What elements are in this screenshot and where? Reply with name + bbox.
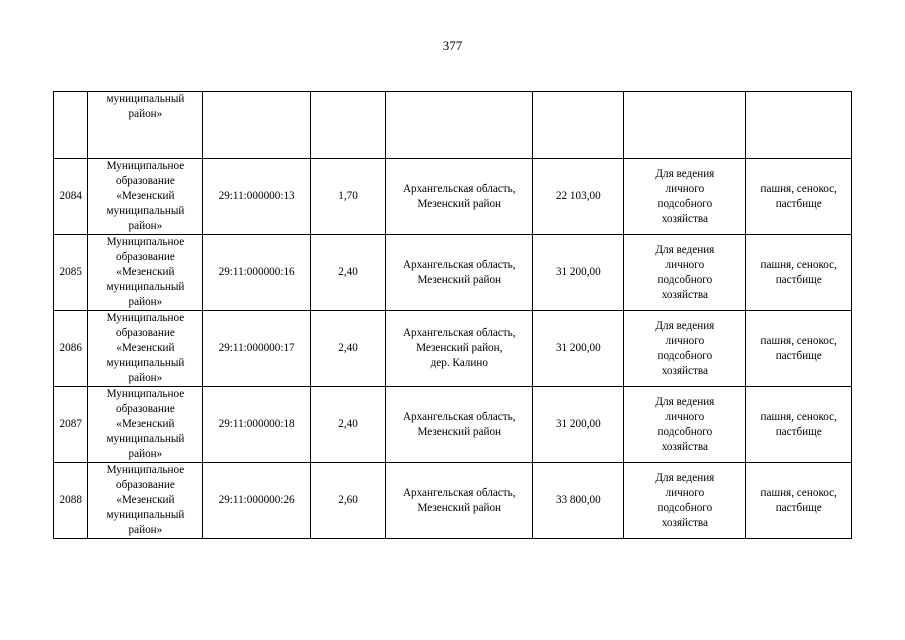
table-row <box>54 235 852 311</box>
table-row <box>54 387 852 463</box>
land-plots-table <box>53 91 852 539</box>
cell-area: 1,70 <box>310 159 385 235</box>
use-line: личного <box>665 182 705 195</box>
cell-value <box>533 92 624 159</box>
land-type-line: пастбище <box>775 197 822 210</box>
address-line: Мезенский район <box>417 197 502 210</box>
cell-area <box>310 92 385 159</box>
address-line: Мезенский район <box>417 273 502 286</box>
address-line: Архангельская область, <box>402 486 516 499</box>
cell-cadastral: 29:11:000000:18 <box>203 387 311 463</box>
use-line: Для ведения <box>655 395 715 408</box>
use-line: подсобного <box>657 425 713 438</box>
cell-number: 2087 <box>54 387 88 463</box>
cell-owner <box>88 311 203 387</box>
cell-cadastral: 29:11:000000:13 <box>203 159 311 235</box>
use-line: подсобного <box>657 273 713 286</box>
owner-line: образование <box>115 251 175 263</box>
owner-line: образование <box>115 403 175 415</box>
owner-line: район» <box>128 108 163 120</box>
land-type-line: пашня, сенокос, <box>760 410 837 423</box>
cell-number: 2085 <box>54 235 88 311</box>
cell-owner <box>88 463 203 539</box>
cell-land-type <box>746 235 852 311</box>
land-type-line: пашня, сенокос, <box>760 258 837 271</box>
use-line: хозяйства <box>661 440 708 453</box>
use-line: хозяйства <box>661 212 708 225</box>
land-type-line: пашня, сенокос, <box>760 334 837 347</box>
owner-line: «Мезенский <box>116 190 175 202</box>
cell-land-type <box>746 463 852 539</box>
use-line: подсобного <box>657 349 713 362</box>
owner-line: муниципальный <box>106 93 185 105</box>
use-line: Для ведения <box>655 167 715 180</box>
land-type-line: пашня, сенокос, <box>760 182 837 195</box>
use-line: подсобного <box>657 501 713 514</box>
cell-number: 2084 <box>54 159 88 235</box>
owner-line: муниципальный <box>106 281 185 293</box>
use-line: хозяйства <box>661 364 708 377</box>
cell-use <box>624 235 746 311</box>
owner-line: «Мезенский <box>116 266 175 278</box>
use-line: личного <box>665 334 705 347</box>
use-line: Для ведения <box>655 243 715 256</box>
cell-value: 31 200,00 <box>533 311 624 387</box>
cell-use <box>624 463 746 539</box>
owner-line: район» <box>128 296 163 308</box>
use-line: подсобного <box>657 197 713 210</box>
use-line: хозяйства <box>661 288 708 301</box>
use-line: Для ведения <box>655 319 715 332</box>
cell-use <box>624 92 746 159</box>
address-line: Архангельская область, <box>402 410 516 423</box>
land-type-line: пастбище <box>775 501 822 514</box>
address-line: Архангельская область, <box>402 258 516 271</box>
owner-line: «Мезенский <box>116 494 175 506</box>
cell-number <box>54 92 88 159</box>
cell-value: 31 200,00 <box>533 387 624 463</box>
owner-line: образование <box>115 479 175 491</box>
address-line: дер. Калино <box>430 357 488 369</box>
cell-owner <box>88 387 203 463</box>
cell-land-type <box>746 387 852 463</box>
address-line: Архангельская область, <box>402 327 516 339</box>
land-type-line: пастбище <box>775 425 822 438</box>
cell-area: 2,40 <box>310 311 385 387</box>
owner-line: район» <box>128 448 163 460</box>
cell-address <box>386 311 533 387</box>
page-number: 377 <box>442 38 463 53</box>
cell-cadastral: 29:11:000000:26 <box>203 463 311 539</box>
cell-cadastral <box>203 92 311 159</box>
cell-value: 22 103,00 <box>533 159 624 235</box>
cell-address <box>386 463 533 539</box>
cell-owner <box>88 235 203 311</box>
cell-address <box>386 235 533 311</box>
owner-line: «Мезенский <box>116 342 175 354</box>
table-row <box>54 311 852 387</box>
cell-land-type <box>746 311 852 387</box>
address-line: Мезенский район, <box>416 342 503 354</box>
cell-value: 33 800,00 <box>533 463 624 539</box>
cell-use <box>624 159 746 235</box>
table-row-continued <box>54 92 852 159</box>
owner-line: муниципальный <box>106 205 185 217</box>
cell-address <box>386 92 533 159</box>
cell-address <box>386 387 533 463</box>
cell-use <box>624 387 746 463</box>
cell-number: 2086 <box>54 311 88 387</box>
cell-cadastral: 29:11:000000:17 <box>203 311 311 387</box>
use-line: личного <box>665 258 705 271</box>
use-line: хозяйства <box>661 516 708 529</box>
cell-land-type <box>746 159 852 235</box>
table-row <box>54 463 852 539</box>
cell-land-type <box>746 92 852 159</box>
land-type-line: пастбище <box>775 349 822 362</box>
use-line: личного <box>665 410 705 423</box>
cell-area: 2,40 <box>310 235 385 311</box>
owner-line: муниципальный <box>106 357 185 369</box>
owner-line: муниципальный <box>106 433 185 445</box>
cell-use <box>624 311 746 387</box>
cell-address <box>386 159 533 235</box>
owner-line: Муниципальное <box>106 160 185 172</box>
cell-cadastral: 29:11:000000:16 <box>203 235 311 311</box>
address-line: Мезенский район <box>417 501 502 514</box>
owner-line: район» <box>128 524 163 536</box>
owner-line: муниципальный <box>106 509 185 521</box>
owner-line: Муниципальное <box>106 312 185 324</box>
address-line: Мезенский район <box>417 425 502 438</box>
owner-line: район» <box>128 372 163 384</box>
land-type-line: пашня, сенокос, <box>760 486 837 499</box>
cell-area: 2,60 <box>310 463 385 539</box>
cell-owner <box>88 92 203 159</box>
land-type-line: пастбище <box>775 273 822 286</box>
owner-line: район» <box>128 220 163 232</box>
cell-owner <box>88 159 203 235</box>
owner-line: «Мезенский <box>116 418 175 430</box>
owner-line: образование <box>115 327 175 339</box>
cell-number: 2088 <box>54 463 88 539</box>
cell-value: 31 200,00 <box>533 235 624 311</box>
owner-line: Муниципальное <box>106 236 185 248</box>
use-line: Для ведения <box>655 471 715 484</box>
address-line: Архангельская область, <box>402 182 516 195</box>
cell-area: 2,40 <box>310 387 385 463</box>
owner-line: Муниципальное <box>106 388 185 400</box>
owner-line: образование <box>115 175 175 187</box>
owner-line: Муниципальное <box>106 464 185 476</box>
table-row <box>54 159 852 235</box>
use-line: личного <box>665 486 705 499</box>
